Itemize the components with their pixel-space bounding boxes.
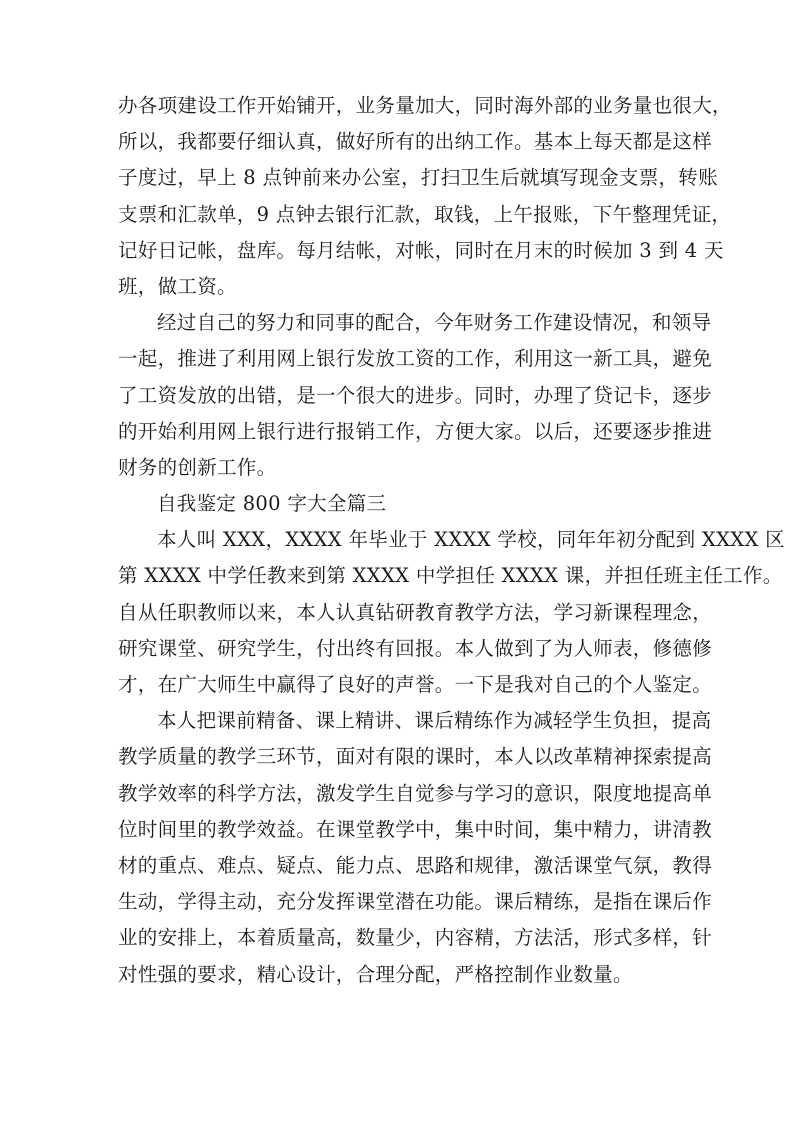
paragraph-1: [118, 88, 732, 305]
text-line: 了工资发放的出错，是一个很大的进步。同时，办理了贷记卡，逐步: [118, 383, 713, 407]
section-heading: [118, 486, 674, 522]
paragraph-2: [118, 305, 713, 486]
paragraph-3: [118, 522, 785, 703]
text-line: 生动，学得主动，充分发挥课堂潜在功能。课后精练，是指在课后作: [118, 890, 713, 914]
text-line: 的开始利用网上银行进行报销工作，方便大家。以后，还要逐步推进: [118, 419, 713, 443]
text-line: 一起，推进了利用网上银行发放工资的工作，利用这一新工具，避免: [118, 347, 713, 371]
text-line: 记好日记帐，盘库。每月结帐，对帐，同时在月末的时候加 3 到 4 天: [118, 238, 724, 262]
heading-line: 自我鉴定 800 字大全篇三: [157, 492, 387, 516]
text-line: 班，做工资。: [118, 274, 237, 298]
text-line: 研究课堂、研究学生，付出终有回报。本人做到了为人师表，修德修: [118, 636, 713, 660]
text-line: 本人把课前精备、课上精讲、课后精练作为减轻学生负担，提高: [157, 709, 712, 733]
text-line: 业的安排上，本着质量高，数量少，内容精，方法活，形式多样，针: [118, 926, 713, 950]
text-line: 才，在广大师生中赢得了良好的声誉。一下是我对自己的个人鉴定。: [118, 673, 713, 696]
text-line: 财务的创新工作。: [118, 455, 277, 479]
text-line: 本人叫 XXX，XXXX 年毕业于 XXXX 学校，同年年初分配到 XXXX 区: [157, 528, 785, 552]
text-line: 办各项建设工作开始铺开，业务量加大，同时海外部的业务量也很大，: [118, 94, 732, 117]
text-line: 子度过，早上 8 点钟前来办公室，打扫卫生后就填写现金支票，转账: [118, 166, 718, 190]
paragraph-4: [118, 703, 713, 993]
text-line: 支票和汇款单，9 点钟去银行汇款，取钱，上午报账，下午整理凭证，: [118, 202, 732, 226]
text-line: 教学效率的科学方法，激发学生自觉参与学习的意识，限度地提高单: [118, 781, 713, 805]
text-line: 对性强的要求，精心设计，合理分配，严格控制作业数量。: [118, 962, 633, 986]
text-line: 自从任职教师以来，本人认真钻研教育教学方法，学习新课程理念，: [118, 600, 713, 624]
text-line: 材的重点、难点、疑点、能力点、思路和规律，激活课堂气氛，教得: [118, 853, 713, 877]
text-line: 教学质量的教学三环节，面对有限的课时，本人以改革精神探索提高: [118, 745, 713, 769]
text-line: 位时间里的教学效益。在课堂教学中，集中时间，集中精力，讲清教: [118, 817, 713, 841]
text-line: 第 XXXX 中学任教来到第 XXXX 中学担任 XXXX 课，并担任班主任工作。: [118, 564, 783, 588]
document-page: [118, 88, 785, 993]
text-line: 经过自己的努力和同事的配合，今年财务工作建设情况，和领导: [157, 311, 712, 335]
text-line: 所以，我都要仔细认真，做好所有的出纳工作。基本上每天都是这样: [118, 130, 713, 154]
